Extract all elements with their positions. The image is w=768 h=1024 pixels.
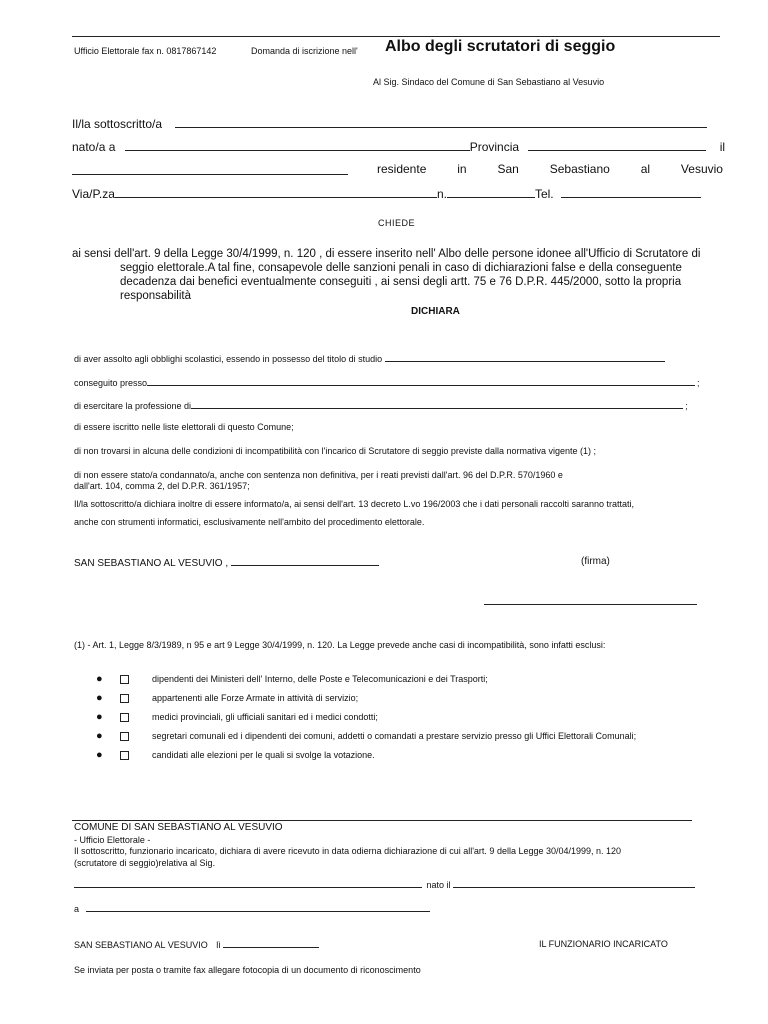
school-field[interactable] (147, 377, 695, 386)
official-label: IL FUNZIONARIO INCARICATO (539, 939, 668, 949)
number-field[interactable] (447, 186, 535, 198)
signature-line[interactable] (484, 604, 697, 605)
dichiara-item-2: conseguito presso ; (74, 378, 700, 388)
residence-word-2: in (457, 162, 467, 176)
residence-word-6: Vesuvio (680, 162, 723, 176)
province-label: Provincia (469, 140, 520, 154)
chiede-line-1: ai sensi dell'art. 9 della Legge 30/4/1999, n. 120 , di essere inserito nell' Albo delle persone idonee all'Ufficio di Scrutatore di (72, 248, 701, 260)
note-text: (1) - Art. 1, Legge 8/3/1989, n 95 e art 9 Legge 30/4/1999, n. 120. La Legge prevede anche casi di incompatibilità, sono infatti esclusi: (74, 640, 606, 650)
dichiara-item-1: di aver assolto agli obblighi scolastici, essendo in possesso del titolo di studio (74, 353, 665, 364)
born-row (72, 139, 725, 154)
receipt-name-row: nato il (74, 879, 695, 890)
checkbox-icon[interactable] (120, 732, 129, 741)
signer-label: Il/la sottoscritto/a (72, 117, 163, 131)
dichiara-heading: DICHIARA (411, 306, 460, 317)
signer-name-field[interactable] (175, 116, 707, 128)
checkbox-icon[interactable] (120, 694, 129, 703)
receipt-text-1: Il sottoscritto, funzionario incaricato, dichiara di avere ricevuto in data odierna dichiarazione di cui all'art. 9 della Legge 30/04/1999, n. 120 (74, 846, 622, 856)
receipt-name-field[interactable] (74, 879, 422, 888)
checkbox-icon[interactable] (120, 675, 129, 684)
study-title-field[interactable] (385, 353, 665, 362)
dichiara-item-3: di esercitare la professione di ; (74, 401, 688, 411)
receipt-comune: COMUNE DI SAN SEBASTIANO AL VESUVIO (74, 822, 283, 833)
residence-row (377, 162, 723, 176)
street-row (72, 186, 701, 201)
tel-label: Tel. (534, 187, 554, 201)
dichiara-item-4: di essere iscritto nelle liste elettorali di questo Comune; (74, 422, 294, 432)
addressee: Al Sig. Sindaco del Comune di San Sebastiano al Vesuvio (373, 77, 605, 87)
firma-label: (firma) (581, 556, 610, 567)
signature-place-row: SAN SEBASTIANO AL VESUVIO , (74, 556, 379, 569)
receipt-birthdate-field[interactable] (453, 879, 695, 888)
chiede-line-2: seggio elettorale.A tal fine, consapevole delle sanzioni penali in caso di dichiarazioni false e della conseguente (120, 262, 682, 274)
tel-field[interactable] (561, 186, 701, 198)
street-label: Via/P.za (72, 187, 115, 201)
checkbox-icon[interactable] (120, 713, 129, 722)
office-fax: Ufficio Elettorale fax n. 0817867142 (74, 46, 217, 56)
street-field[interactable] (115, 186, 437, 198)
receipt-date-field[interactable] (223, 939, 319, 948)
receipt-place-row: a (74, 903, 430, 914)
number-label: n. (436, 187, 447, 201)
residence-word-1: residente (377, 162, 427, 176)
bullet-icon: ● (96, 749, 103, 761)
receipt-date-row: SAN SEBASTIANO AL VESUVIO lì (74, 939, 319, 950)
residence-word-3: San (497, 162, 519, 176)
top-rule (72, 36, 720, 37)
page-title: Albo degli scrutatori di seggio (385, 38, 616, 55)
province-field[interactable] (528, 139, 706, 151)
dichiara-item-5: di non trovarsi in alcuna delle condizioni di incompatibilità con l'incarico di Scrutatore di seggio previste dalla normativa vigente (1) ; (74, 446, 596, 456)
chiede-heading: CHIEDE (378, 218, 416, 228)
privacy-line-1: Il/la sottoscritto/a dichiara inoltre di essere informato/a, ai sensi dell'art. 13 decreto L.vo 196/2003 che i dati personali raccolti saranno trattati, (74, 499, 635, 509)
dichiara-item-6a: di non essere stato/a condannato/a, anche con sentenza non definitiva, per i reati previsti dall'art. 96 del D.P.R. 570/1960 e (74, 470, 563, 480)
footer-note: Se inviata per posta o tramite fax allegare fotocopia di un documento di riconoscimento (74, 965, 421, 975)
receipt-ufficio: - Ufficio Elettorale - (74, 835, 151, 845)
residence-word-5: al (640, 162, 651, 176)
receipt-birthplace-field[interactable] (86, 903, 430, 912)
chiede-line-4: responsabilità (120, 290, 191, 302)
birthdate-field[interactable] (72, 162, 348, 180)
born-label: nato/a a (72, 140, 116, 154)
chiede-line-3: decadenza dai benefici eventualmente conseguiti , ai sensi degli artt. 75 e 76 D.P.R. 445/2000, sotto la propria (120, 276, 682, 288)
bullet-icon: ● (96, 730, 103, 742)
bullet-icon: ● (96, 711, 103, 723)
receipt-text-2: (scrutatore di seggio)relativa al Sig. (74, 858, 216, 868)
birthplace-field[interactable] (125, 139, 470, 151)
il-label: il (719, 140, 726, 154)
bullet-icon: ● (96, 673, 103, 685)
signer-row (72, 116, 707, 131)
signature-date-field[interactable] (231, 556, 379, 566)
dichiara-item-6b: dall'art. 104, comma 2, del D.P.R. 361/1957; (74, 481, 250, 491)
bullet-icon: ● (96, 692, 103, 704)
profession-field[interactable] (191, 400, 683, 409)
checkbox-icon[interactable] (120, 751, 129, 760)
receipt-separator (72, 820, 692, 821)
privacy-line-2: anche con strumenti informatici, esclusivamente nell'ambito del procedimento elettorale. (74, 517, 425, 527)
residence-word-4: Sebastiano (549, 162, 610, 176)
request-label: Domanda di iscrizione nell' (251, 46, 358, 56)
